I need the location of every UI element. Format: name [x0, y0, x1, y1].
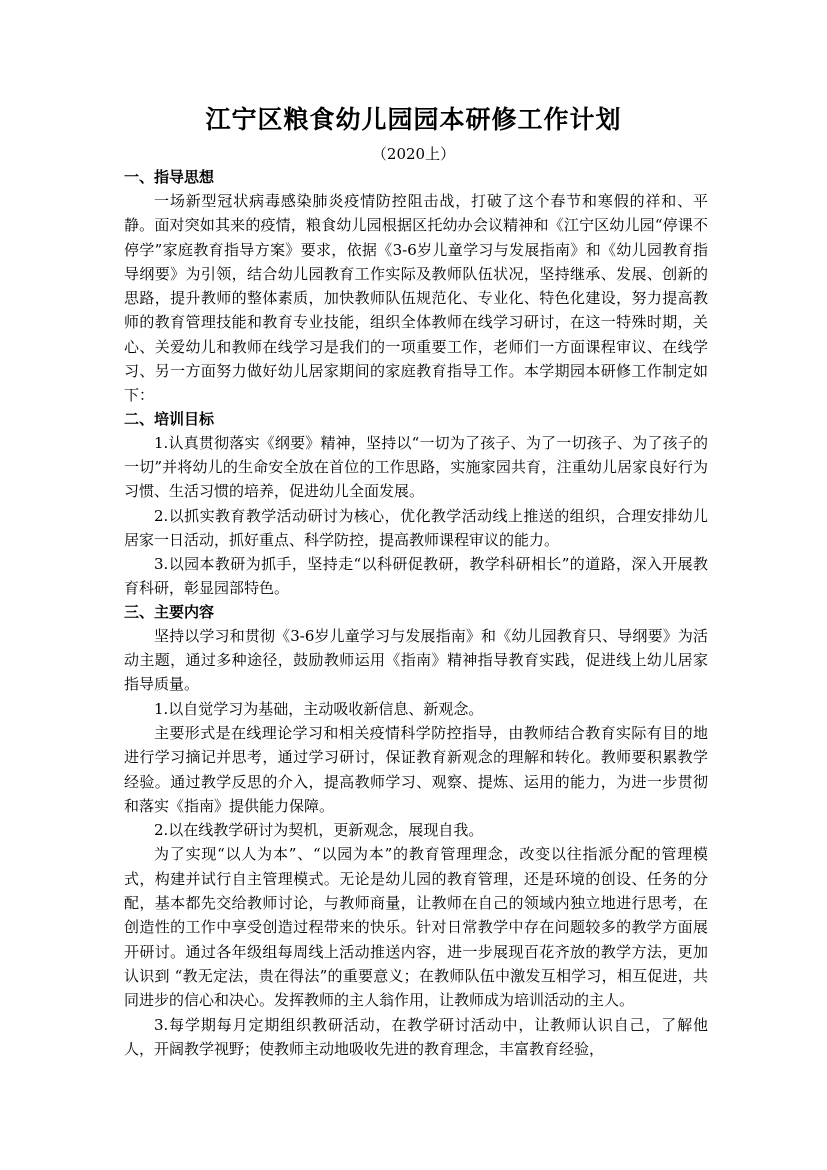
paragraph: 为了实现“以人为本”、“以园为本”的教育管理理念，改变以往指派分配的管理模式，构建并试行自主管理模式。无论是幼儿园的教育管理，还是环境的创设、任务的分配，基本都先交给教师讨论，与教师商量，让教师在自己的领域内独立地进行思考，在创造性的工作中享受创造过程带来的快乐。针对日常教学中存在问题较多的教学方面展开研讨。通过各年级组每周线上活动推送内容，进一步展现百花齐放的教学方法，更加认识到 “教无定法，贵在得法”的重要意义；在教师队伍中激发互相学习，相互促进，共同进步的信心和决心。发挥教师的主人翁作用，让教师成为培训活动的主人。 — [124, 845, 708, 1010]
paragraph: 3.每学期每月定期组织教研活动，在教学研讨活动中，让教师认识自己，了解他人，开阔教学视野；使教师主动地吸收先进的教育理念，丰富教育经验， — [124, 1015, 708, 1058]
document-title: 江宁区粮食幼儿园园本研修工作计划 — [205, 105, 622, 134]
paragraph: 一场新型冠状病毒感染肺炎疫情防控阻击战，打破了这个春节和寒假的祥和、平静。面对突如其来的疫情，粮食幼儿园根据区托幼办会议精神和《江宁区幼儿园“停课不停学”家庭教育指导方案》要求，依据《3-6岁儿童学习与发展指南》和《幼儿园教育指导纲要》为引领，结合幼儿园教育工作实际及教师队伍状况，坚持继承、发展、创新的思路，提升教师的整体素质，加快教师队伍规范化、专业化、特色化建设，努力提高教师的教育管理技能和教育专业技能，组织全体教师在线学习研讨，在这一特殊时期，关心、关爱幼儿和教师在线学习是我们的一项重要工作，老师们一方面课程审议、在线学习、另一方面努力做好幼儿居家期间的家庭教育指导工作。本学期园本研修工作制定如下： — [124, 192, 708, 405]
paragraph: 2.以在线教学研讨为契机，更新观念，展现自我。 — [154, 821, 484, 840]
section-heading: 一、指导思想 — [124, 168, 215, 186]
paragraph: 坚持以学习和贯彻《3-6岁儿童学习与发展指南》和《幼儿园教育只、导纲要》为活动主题，通过多种途径，鼓励教师运用《指南》精神指导教育实践，促进线上幼儿居家指导质量。 — [124, 626, 708, 694]
paragraph: 主要形式是在线理论学习和相关疫情科学防控指导，由教师结合教育实际有目的地进行学习摘记并思考，通过学习研讨，保证教育新观念的理解和转化。教师要积累教学经验。通过教学反思的介入，提高教师学习、观察、提炼、运用的能力，为进一步贯彻和落实《指南》提供能力保障。 — [124, 723, 708, 815]
paragraph: 2.以抓实教育教学活动研讨为核心，优化教学活动线上推送的组织，合理安排幼儿居家一日活动，抓好重点、科学防控，提高教师课程审议的能力。 — [124, 506, 708, 549]
section-training-goals — [124, 408, 708, 601]
paragraph: 3.以园本教研为抓手，坚持走“以科研促教研，教学科研相长”的道路，深入开展教育科研，彰显园部特色。 — [124, 555, 708, 598]
section-guiding-ideology — [124, 166, 708, 408]
section-heading: 三、主要内容 — [124, 602, 215, 621]
document-body — [124, 166, 708, 1061]
paragraph: 1.认真贯彻落实《纲要》精神，坚持以“一切为了孩子、为了一切孩子、为了孩子的一切”并将幼儿的生命安全放在首位的工作思路，实施家园共育，注重幼儿居家良好行为习惯、生活习惯的培养，促进幼儿全面发展。 — [124, 433, 708, 501]
document-subtitle: （2020上） — [371, 145, 456, 163]
section-main-content — [124, 601, 708, 1061]
paragraph: 1.以自觉学习为基础，主动吸收新信息、新观念。 — [154, 699, 484, 718]
section-heading: 二、培训目标 — [124, 409, 215, 428]
